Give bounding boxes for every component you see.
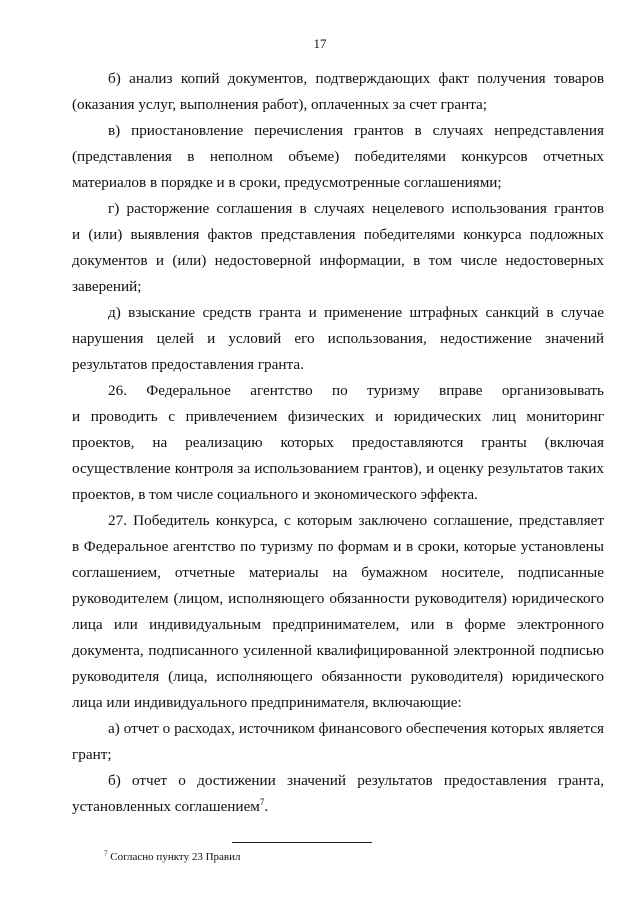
paragraph-line: руководителя (лица, исполняющего обязанности руководителя) юридического xyxy=(72,668,604,685)
paragraph-line: б) отчет о достижении значений результатов предоставления гранта, xyxy=(108,772,604,789)
paragraph-line: материалов в порядке и в сроки, предусмотренные соглашениями; xyxy=(72,174,502,191)
paragraph-line: д) взыскание средств гранта и применение штрафных санкций в случае xyxy=(108,304,604,321)
footnote-reference: 7 xyxy=(259,796,265,807)
paragraph-line: результатов предоставления гранта. xyxy=(72,356,304,373)
paragraph-line: (представления в неполном объеме) победителями конкурсов отчетных xyxy=(72,148,604,165)
paragraph-v-suspension xyxy=(72,118,604,196)
footnote-separator xyxy=(232,842,372,843)
page-number: 17 xyxy=(313,36,327,51)
paragraph-line: и (или) выявления фактов представления победителями конкурса подложных xyxy=(72,226,604,243)
paragraph-line: в) приостановление перечисления грантов в случаях непредставления xyxy=(108,122,604,139)
paragraph-line: в Федеральное агентство по туризму по формам и в сроки, которые установлены xyxy=(72,538,604,555)
paragraph-line: руководителем (лицом, исполняющего обязанности руководителя) юридического xyxy=(72,590,604,607)
paragraph-line: соглашением, отчетные материалы на бумажном носителе, подписанные xyxy=(72,564,604,581)
paragraph-item-26 xyxy=(72,378,604,508)
paragraph-line: (оказания услуг, выполнения работ), оплаченных за счет гранта; xyxy=(72,96,487,113)
paragraph-last-line xyxy=(72,794,604,820)
footnote-marker: 7 xyxy=(104,849,108,858)
paragraph-a-expense-report xyxy=(72,716,604,768)
paragraph-line: заверений; xyxy=(72,278,142,295)
paragraph-line: г) расторжение соглашения в случаях нецелевого использования грантов xyxy=(108,200,604,217)
paragraph-line: б) анализ копий документов, подтверждающих факт получения товаров xyxy=(108,70,604,87)
paragraph-b-results-report xyxy=(72,768,604,820)
document-body xyxy=(72,66,604,820)
paragraph-line: нарушения целей и условий его использования, недостижение значений xyxy=(72,330,604,347)
paragraph-line: 26. Федеральное агентство по туризму вправе организовывать xyxy=(108,382,604,399)
paragraph-line: документа, подписанного усиленной квалифицированной электронной подписью xyxy=(72,642,604,659)
paragraph-line: осуществление контроля за использованием грантов), и оценку результатов таких xyxy=(72,460,604,477)
paragraph-g-termination xyxy=(72,196,604,300)
paragraph-b-analysis xyxy=(72,66,604,118)
footnote xyxy=(104,850,240,864)
paragraph-line-text: установленных соглашением xyxy=(72,798,260,815)
paragraph-line: документов и (или) недостоверной информации, в том числе недостоверных xyxy=(72,252,604,269)
paragraph-d-recovery xyxy=(72,300,604,378)
paragraph-line: проектов, в том числе социального и экономического эффекта. xyxy=(72,486,478,503)
paragraph-line: лица или индивидуальным предпринимателем, или в форме электронного xyxy=(72,616,604,633)
footnote-text: Согласно пункту 23 Правил xyxy=(110,851,241,863)
paragraph-line-tail: . xyxy=(264,798,269,815)
paragraph-line: проектов, на реализацию которых предоставляются гранты (включая xyxy=(72,434,604,451)
paragraph-item-27 xyxy=(72,508,604,716)
paragraph-line: и проводить с привлечением физических и юридических лиц мониторинг xyxy=(72,408,604,425)
paragraph-line: лица или индивидуального предпринимателя, включающие: xyxy=(72,694,462,711)
paragraph-line: грант; xyxy=(72,746,112,763)
paragraph-line: 27. Победитель конкурса, с которым заключено соглашение, представляет xyxy=(108,512,604,529)
paragraph-line: а) отчет о расходах, источником финансового обеспечения которых является xyxy=(108,720,604,737)
